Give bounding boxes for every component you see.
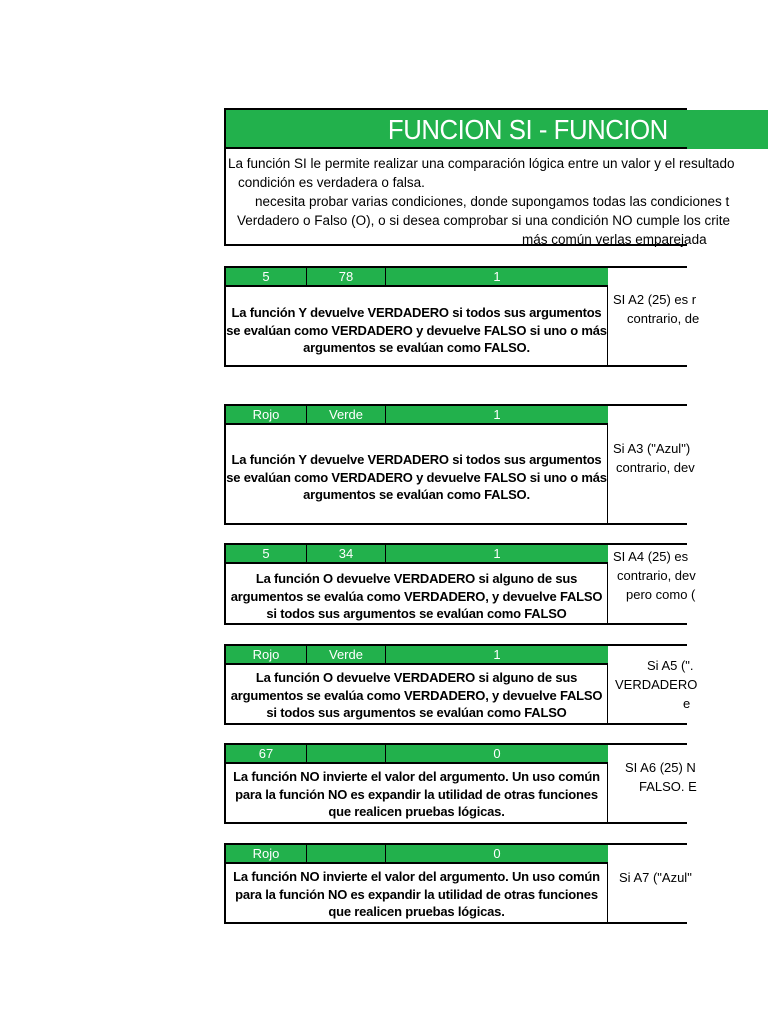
header-line: más común verlas emparejada xyxy=(522,232,707,247)
description-cell[interactable]: La función Y devuelve VERDADERO si todos sus argumentos se evalúan como VERDADERO y devuelve FALSO si uno o más argumentos se evalúan como FALSO. xyxy=(226,425,608,523)
side-explanation xyxy=(609,745,697,822)
example-block-y-numbers xyxy=(224,266,700,367)
description-cell[interactable]: La función O devuelve VERDADERO si alguno de sus argumentos se evalúa como VERDADERO, y devuelve FALSO si todos sus argumentos se evalúan como FALSO xyxy=(226,564,608,623)
header-panel xyxy=(224,108,735,247)
values-row xyxy=(226,646,608,665)
side-line: SI A6 (25) N xyxy=(625,760,696,775)
example-block-no-color xyxy=(224,843,692,924)
description-cell[interactable]: La función Y devuelve VERDADERO si todos sus argumentos se evalúan como VERDADERO y devuelve FALSO si uno o más argumentos se evalúan como FALSO. xyxy=(226,287,608,365)
page-title: FUNCION SI - FUNCION xyxy=(387,114,668,145)
cell-result[interactable]: 1 xyxy=(493,269,501,284)
side-line: pero como ( xyxy=(626,587,696,602)
cell-b[interactable]: Verde xyxy=(307,646,386,663)
side-line: contrario, dev xyxy=(616,460,695,475)
side-line: SI A4 (25) es xyxy=(613,549,689,564)
cell-b[interactable]: 34 xyxy=(307,545,386,562)
cell-b[interactable]: Verde xyxy=(307,406,386,423)
side-explanation xyxy=(609,545,696,623)
side-line: Si A3 ("Azul") xyxy=(613,441,691,456)
cell-a[interactable]: 5 xyxy=(226,545,307,562)
cell-b[interactable] xyxy=(307,845,386,862)
header-line: necesita probar varias condiciones, donde supongamos todas las condiciones t xyxy=(255,194,730,209)
description-cell[interactable]: La función O devuelve VERDADERO si alguno de sus argumentos se evalúa como VERDADERO, y devuelve FALSO si todos sus argumentos se evalúan como FALSO xyxy=(226,665,608,723)
side-line: contrario, de xyxy=(627,311,700,326)
cell-result[interactable]: 0 xyxy=(493,746,501,761)
side-line: Si A7 ("Azul" xyxy=(619,870,692,885)
example-block-o-colors xyxy=(224,644,698,725)
values-row xyxy=(226,406,608,425)
values-row xyxy=(226,745,608,764)
header-line: Verdadero o Falso (O), o si desea comprobar si una condición NO cumple los crite xyxy=(237,213,730,228)
description-cell[interactable]: La función NO invierte el valor del argumento. Un uso común para la función NO es expandir la utilidad de otras funciones que realicen pruebas lógicas. xyxy=(226,764,608,822)
cell-result[interactable]: 1 xyxy=(493,407,501,422)
cell-a[interactable]: Rojo xyxy=(226,406,307,423)
cell-a[interactable]: 67 xyxy=(226,745,307,762)
side-line: VERDADERO xyxy=(615,677,698,692)
cell-a[interactable]: Rojo xyxy=(226,845,307,862)
example-block-no-number xyxy=(224,743,697,824)
values-row xyxy=(226,268,608,287)
header-line: La función SI le permite realizar una comparación lógica entre un valor y el resultado xyxy=(228,156,735,171)
side-explanation xyxy=(609,845,692,922)
values-row xyxy=(226,845,608,864)
cell-a[interactable]: 5 xyxy=(226,268,307,285)
cell-b[interactable] xyxy=(307,745,386,762)
side-explanation xyxy=(609,268,700,365)
cell-result[interactable]: 1 xyxy=(493,647,501,662)
side-explanation xyxy=(609,646,698,723)
header-line: condición es verdadera o falsa. xyxy=(238,175,425,190)
description-cell[interactable]: La función NO invierte el valor del argumento. Un uso común para la función NO es expandir la utilidad de otras funciones que realicen pruebas lógicas. xyxy=(226,864,608,922)
side-line: SI A2 (25) es r xyxy=(613,292,697,307)
example-block-y-colors xyxy=(224,404,695,525)
side-line: Si A5 (". xyxy=(647,658,694,673)
cell-a[interactable]: Rojo xyxy=(226,646,307,663)
cell-result[interactable]: 0 xyxy=(493,846,501,861)
values-row xyxy=(226,545,608,564)
side-explanation xyxy=(609,406,695,523)
side-line: contrario, dev xyxy=(617,568,696,583)
cell-b[interactable]: 78 xyxy=(307,268,386,285)
header-description xyxy=(228,154,735,249)
side-line: FALSO. E xyxy=(639,779,697,794)
header-title-bar xyxy=(226,110,687,149)
cell-result[interactable]: 1 xyxy=(493,546,501,561)
side-line: e xyxy=(683,696,691,711)
header-bar-extension xyxy=(687,110,768,149)
example-block-o-numbers xyxy=(224,543,696,625)
